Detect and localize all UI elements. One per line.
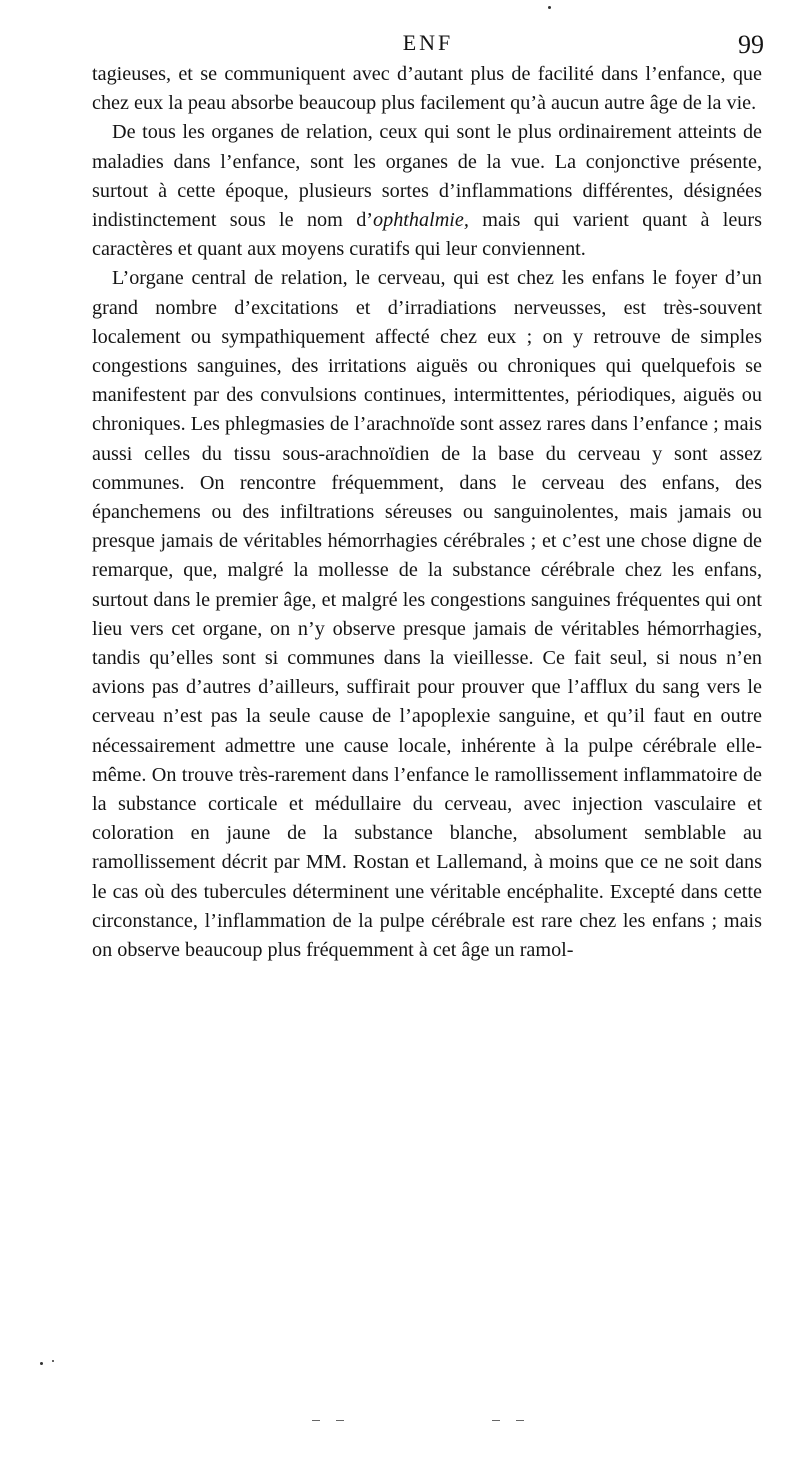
paragraph-continuation (92, 60, 762, 118)
paragraph-organes-de-relation (92, 118, 762, 264)
body-text (92, 60, 762, 965)
page-number: 99 (738, 30, 764, 59)
scan-speck (52, 1360, 54, 1362)
scan-speck (40, 1362, 43, 1365)
italic-term: ophthalmie, (373, 209, 469, 232)
scan-speck (548, 6, 551, 9)
scan-dash (516, 1420, 524, 1421)
scan-dash (336, 1420, 344, 1421)
running-head (92, 30, 764, 62)
text-segment: tagieuses, et se communiquent avec d’autant plus de facilité dans l’enfance, que chez eux la peau absorbe beaucoup plus facilement qu’à aucun autre âge de la vie. (92, 63, 762, 115)
running-head-title: ENF (402, 30, 454, 55)
paragraph-cerveau (92, 264, 762, 965)
text-segment: De tous les organes de relation, ceux qui sont le plus ordinairement atteints de maladies dans l’enfance, sont les organes de la vue. La conjonctive présente, surtout à cette époque, plusieurs sortes d’inflammations différentes, désignées indistinctement sous le nom d’ (92, 121, 762, 232)
scan-dash (312, 1420, 320, 1421)
text-segment: L’organe central de relation, le cerveau, qui est chez les enfans le foyer d’un grand nombre d’excitations et d’irradiations nerveusses, est très-souvent localement ou sympathiquement affecté chez eux ; on y retrouve de simples congestions sanguines, des irritations aiguës ou chroniques qui quelquefois se manifestent par des convulsions continues, intermittentes, périodiques, aiguës ou chroniques. Les phlegmasies de l’arachnoïde sont assez rares dans l’enfance ; mais aussi celles du tissu sous-arachnoïdien de la base du cerveau y sont assez communes. On rencontre fréquemment, dans le cerveau des enfans, des épanchemens ou des infiltrations séreuses ou sanguinolentes, mais jamais ou presque jamais de véritables hémorrhagies cérébrales ; et c’est une chose digne de remarque, que, malgré la mollesse de la substance cérébrale chez les enfans, surtout dans le premier âge, et malgré les congestions sanguines fréquentes qui ont lieu vers cet organe, on n’y observe presque jamais de véritables hémorrhagies, tandis qu’elles sont si communes dans la vieillesse. Ce fait seul, si nous n’en avions pas d’autres d’ailleurs, suffirait pour prouver que l’afflux du sang vers le cerveau n’est pas la seule cause de l’apoplexie sanguine, et qu’il faut en outre nécessairement admettre une cause locale, inhérente à la pulpe cérébrale elle-même. On trouve très-rarement dans l’enfance le ramollissement inflammatoire de la substance corticale et médullaire du cerveau, avec injection vasculaire et coloration en jaune de la substance blanche, absolument semblable au ramollissement décrit par MM. Rostan et Lallemand, à moins que ce ne soit dans le cas où des tubercules déterminent une véritable encéphalite. Excepté dans cette circonstance, l’inflammation de la pulpe cérébrale est rare chez les enfans ; mais on observe beaucoup plus fréquemment à cet âge un ramol- (92, 267, 762, 962)
text-segment: mais qui varient quant à leurs caractères et quant aux moyens curatifs qui leur conviennent. (92, 209, 762, 261)
scan-dash (492, 1420, 500, 1421)
